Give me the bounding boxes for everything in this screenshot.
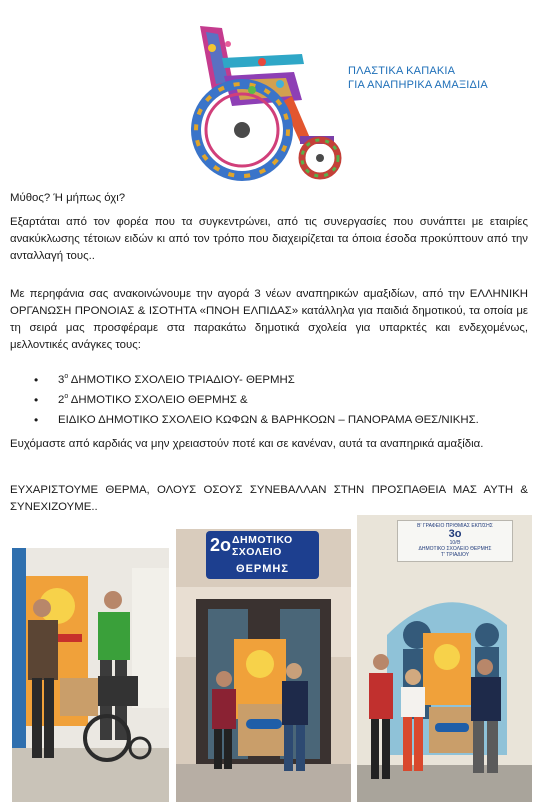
paragraph-intro: Εξαρτάται από τον φορέα που τα συγκεντρώνει, από τις συνεργασίες που συνάπτει με εταιρίες ανακύκλωσης τέτοιων ειδών κι από τον τρόπο που διαχειρίζεται τα όποια έσοδα προκύπτουν από την ανταλλαγή τους.. [10, 216, 528, 262]
sign-line-3: ΘΕΡΜΗΣ [236, 563, 289, 575]
photo-donation-3 [357, 515, 532, 802]
plaque-line-1: 10/Θ [449, 540, 461, 546]
banner-image [150, 0, 521, 186]
sign-number: 2ο [210, 535, 232, 555]
list-item: • $3^o$ ΔΗΜΟΤΙΚΟ ΣΧΟΛΕΙΟ ΤΡΙΑΔΙΟΥ- ΘΕΡΜΗΣ [58, 372, 528, 389]
banner-line-1: ΠΛΑΣΤΙΚΑ ΚΑΠΑΚΙΑ [348, 65, 456, 77]
plaque-small-text: Β' ΓΡΑΦΕΙΟ ΠΡ/ΘΜΙΑΣ ΕΚΠ/ΣΗΣ [417, 523, 493, 529]
plaque-line-3: Τ' ΤΡΙΑΔΙΟΥ [440, 552, 470, 558]
banner-caption [348, 64, 518, 92]
paragraph-wish: Ευχόμαστε από καρδιάς να μην χρειαστούν ποτέ και σε κανέναν, αυτά τα αναπηρικά αμαξίδια. [10, 438, 484, 450]
sign-line-2: ΣΧΟΛΕΙΟ [232, 546, 282, 558]
photo-donation-2 [176, 529, 351, 802]
wheelchair-illustration [182, 18, 352, 183]
school-sign [206, 531, 319, 579]
paragraph-thanks: ΕΥΧΑΡΙΣΤΟΥΜΕ ΘΕΡΜΑ, ΟΛΟΥΣ ΟΣΟΥΣ ΣΥΝΕΒΑΛΛΑΝ ΣΤΗΝ ΠΡΟΣΠΑΘΕΙΑ ΜΑΣ ΑΥΤΗ & ΣΥΝΕΧΙΖΟΥΜΕ.. [10, 484, 528, 513]
list-item: • ΕΙΔΙΚΟ ΔΗΜΟΤΙΚΟ ΣΧΟΛΕΙΟ ΚΩΦΩΝ & ΒΑΡΗΚΟΩΝ – ΠΑΝΟΡΑΜΑ ΘΕΣ/ΝΙΚΗΣ. [58, 412, 528, 429]
banner-line-2: ΓΙΑ ΑΝΑΠΗΡΙΚΑ ΑΜΑΞΙΔΙΑ [348, 79, 488, 91]
plaque-line-2: ΔΗΜΟΤΙΚΟ ΣΧΟΛΕΙΟ ΘΕΡΜΗΣ [418, 546, 492, 552]
photo-donation-1 [12, 548, 169, 802]
paragraph-announcement: Με περηφάνια σας ανακοινώνουμε την αγορά 3 νέων αναπηρικών αμαξιδίων, από την ΕΛΛΗΝΙΚΗ ΟΡΓΑΝΩΣΗ ΠΡΟΝΟΙΑΣ & ΙΣΟΤΗΤΑ «ΠΝΟΗ ΕΛΠΙΔΑΣ» κατάλληλα για παιδιά δημοτικού, τα οποία με τη σειρά μας προσφέραμε στα παρακάτω δημοτικά σχολεία για υπαρκτές και ενδεχομένως, μελλοντικές ανάγκες τους: [10, 288, 528, 351]
plaque-number: 3ο [448, 528, 462, 540]
school-plaque [397, 520, 513, 562]
list-item: • $2^o$ ΔΗΜΟΤΙΚΟ ΣΧΟΛΕΙΟ ΘΕΡΜΗΣ & [58, 392, 528, 409]
sign-line-1: ΔΗΜΟΤΙΚΟ [232, 534, 293, 546]
article-heading: Μύθος? Ή μήπως όχι? [10, 192, 126, 204]
school-list [10, 372, 528, 432]
